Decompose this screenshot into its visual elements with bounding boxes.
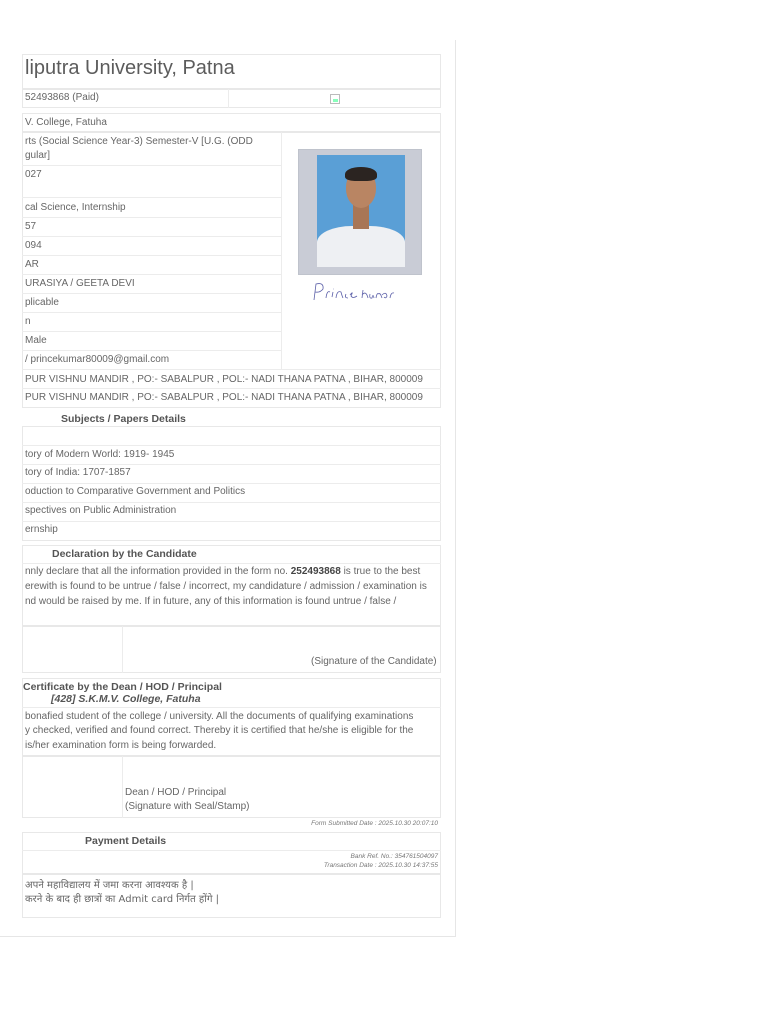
divider (22, 850, 441, 851)
declaration-text: is true to the best (343, 566, 421, 577)
detail-value: 57 (25, 221, 37, 232)
subject-item: tory of India: 1707-1857 (25, 467, 131, 478)
detail-value: 094 (25, 240, 42, 251)
candidate-signature-label: (Signature of the Candidate) (311, 656, 437, 667)
permanent-address: PUR VISHNU MANDIR , PO:- SABALPUR , POL:- NADI THANA PATNA , BIHAR, 800009 (25, 374, 423, 385)
divider (22, 483, 441, 484)
divider (22, 165, 281, 166)
subjects-heading: Subjects / Papers Details (61, 413, 186, 425)
subject-combination: cal Science, Internship (25, 202, 126, 213)
divider (22, 236, 281, 237)
divider (122, 756, 123, 818)
subject-item: ernship (25, 524, 58, 535)
university-title: liputra University, Patna (25, 57, 235, 79)
divider (22, 312, 281, 313)
form-submitted-date: Form Submitted Date : 2025.10.30 20:07:10 (311, 820, 438, 827)
detail-value: n (25, 316, 31, 327)
divider (22, 350, 281, 351)
declaration-line3: nd would be raised by me. If in future, any of this information is found untrue / false / (25, 596, 397, 607)
subject-item: oduction to Comparative Government and Politics (25, 486, 246, 497)
declaration-line1 (25, 566, 420, 577)
note-line: अपने महाविद्यालय में जमा करना आवश्यक है | (25, 880, 194, 891)
student-signature (310, 280, 410, 306)
certificate-college: [428] S.K.M.V. College, Fatuha (51, 693, 201, 705)
bank-reference: Bank Ref. No.: 354761504097 (350, 853, 438, 860)
declaration-line2: erewith is found to be untrue / false / incorrect, my candidature / admission / examination is (25, 581, 427, 592)
divider (22, 707, 441, 708)
principal-title: Dean / HOD / Principal (125, 787, 227, 798)
college-name: V. College, Fatuha (25, 117, 107, 128)
divider (228, 89, 229, 108)
certificate-line2: y checked, verified and found correct. Thereby it is certified that he/she is eligible for the (25, 725, 414, 736)
divider (22, 274, 281, 275)
divider (22, 521, 441, 522)
divider (22, 464, 441, 465)
course-line1: rts (Social Science Year-3) Semester-V [U.G. (ODD (25, 136, 253, 147)
principal-signature-label: (Signature with Seal/Stamp) (125, 801, 250, 812)
parents-name: URASIYA / GEETA DEVI (25, 278, 135, 289)
course-line2: gular] (25, 150, 51, 161)
divider (22, 388, 441, 389)
gender: Male (25, 335, 47, 346)
email: / princekumar80009@gmail.com (25, 354, 170, 365)
declaration-text: nnly declare that all the information provided in the form no. (25, 566, 288, 577)
divider (22, 331, 281, 332)
student-photo (298, 149, 422, 275)
divider (22, 293, 281, 294)
detail-value: plicable (25, 297, 59, 308)
certificate-line3: is/her examination form is being forwarded. (25, 740, 217, 751)
declaration-heading: Declaration by the Candidate (52, 548, 197, 560)
certificate-line1: bonafied student of the college / university. All the documents of qualifying examinations (25, 711, 414, 722)
note-line: करने के बाद ही छात्रों का Admit card निर्गत होंगे | (25, 894, 220, 905)
divider (122, 626, 123, 673)
student-name: AR (25, 259, 39, 270)
session: 027 (25, 169, 42, 180)
divider (22, 217, 281, 218)
subject-item: tory of Modern World: 1919- 1945 (25, 449, 175, 460)
divider (22, 445, 441, 446)
form-number-bold: 252493868 (290, 566, 341, 577)
broken-image-icon (330, 94, 340, 104)
divider (22, 502, 441, 503)
transaction-date: Transaction Date : 2025.10.30 14:37:55 (323, 862, 438, 869)
divider (22, 255, 281, 256)
divider (22, 197, 281, 198)
divider (22, 563, 441, 564)
form-number: 52493868 (Paid) (25, 92, 99, 103)
divider (281, 132, 282, 370)
payment-heading: Payment Details (85, 835, 167, 847)
subject-item: spectives on Public Administration (25, 505, 177, 516)
present-address: PUR VISHNU MANDIR , PO:- SABALPUR , POL:- NADI THANA PATNA , BIHAR, 800009 (25, 392, 423, 403)
certificate-heading: Certificate by the Dean / HOD / Principal (23, 681, 222, 693)
divider (22, 369, 441, 370)
